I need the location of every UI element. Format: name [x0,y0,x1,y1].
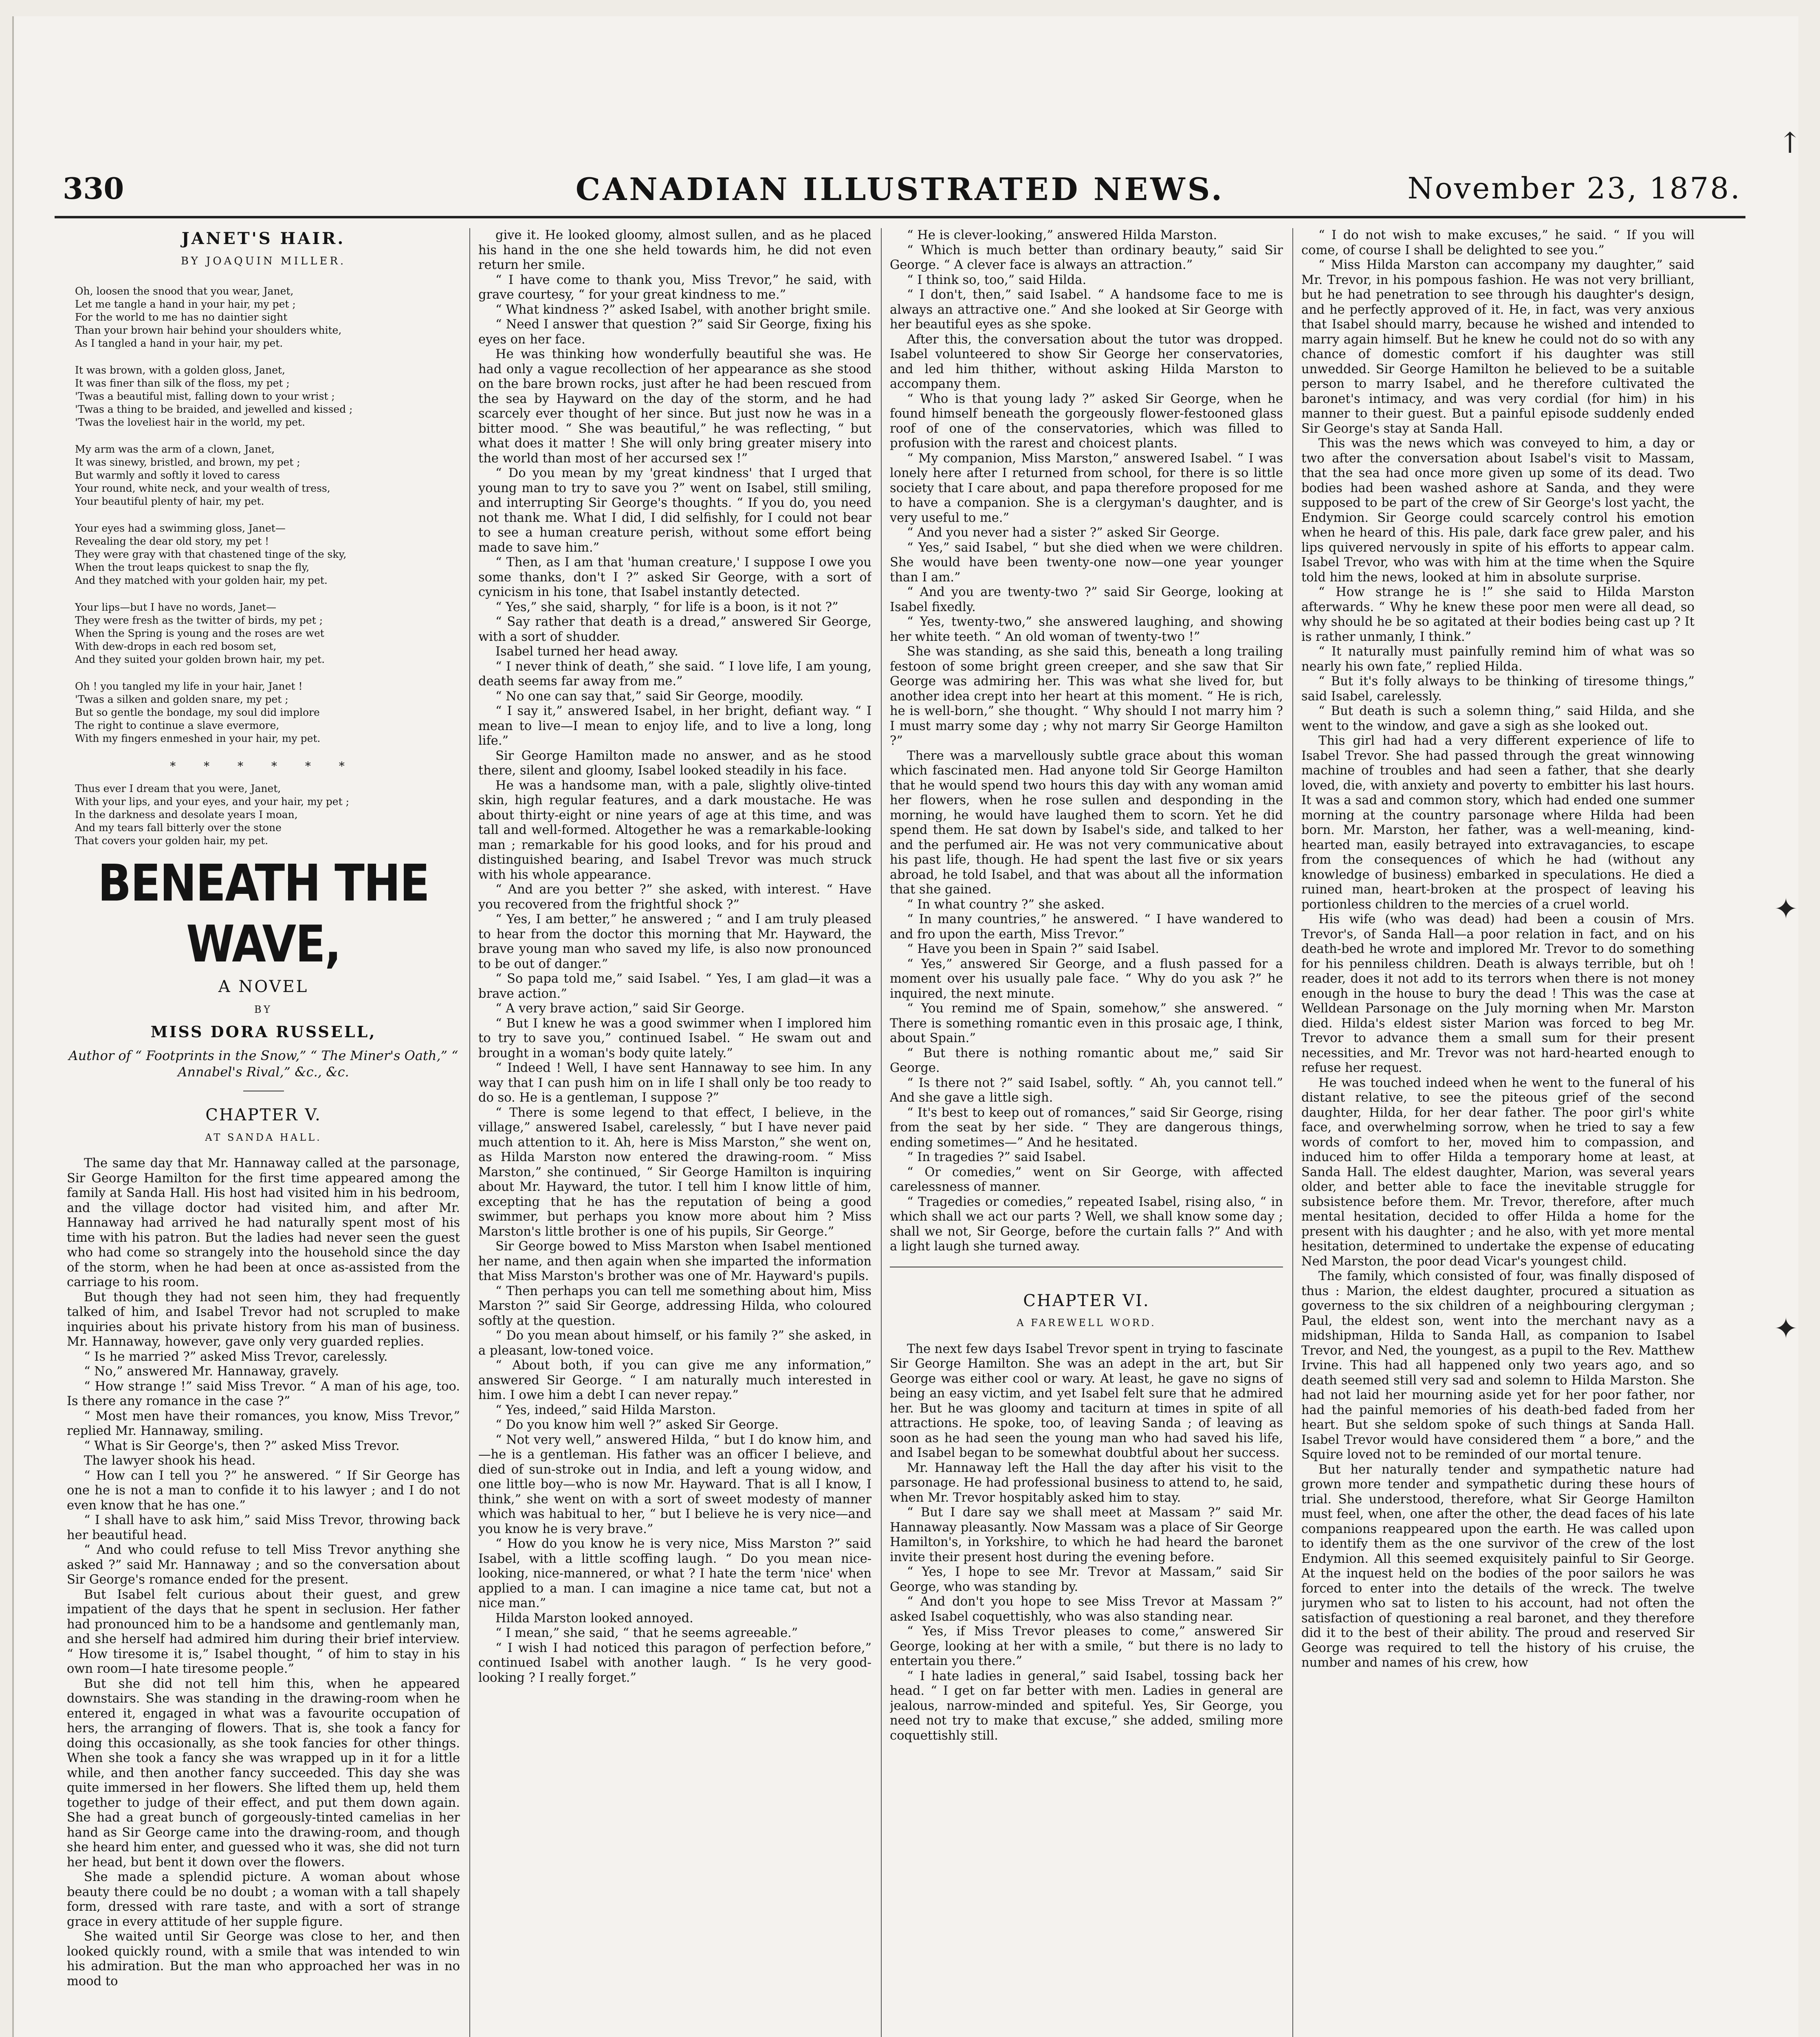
paragraph: “ Yes, indeed,” said Hilda Marston. [495,1403,716,1417]
column-4 [1301,228,1695,2037]
paragraph: “ In what country ?” she asked. [907,897,1105,912]
paragraph: “ No one can say that,” said Sir George, moodily. [495,689,804,704]
paragraph: “ Not very well,” answered Hilda, “ but I do know him, and—he is a gentleman. His father was an officer I believe, and died of sun-stroke out in India, and left a young widow, and one little boy—who is now Mr. Hayward. That is all I know, I think,” she went on with a sort of sweet modesty of manner which was habitual to her, “ but I believe he is very nice—and you know he is very brave.” [478,1432,871,1536]
chapter-subtitle: AT SANDA HALL. [205,1131,322,1143]
poem-stanza [75,680,460,745]
paragraph: “ I have come to thank you, Miss Trevor,” he said, with grave courtesy, “ for your great kindness to me.” [478,273,871,302]
paragraph: “ You remind me of Spain, somehow,” she answered. “ There is something romantic even in this prosaic age, I think, about Spain.” [890,1001,1283,1045]
column-rule [469,228,470,2037]
paragraph: “ Yes,” she said, sharply, “ for life is a boon, is it not ?” [495,600,838,614]
paragraph: “ Need I answer that question ?” said Sir George, fixing his eyes on her face. [478,317,871,347]
poem-line: 'Twas the loveliest hair in the world, my pet. [75,416,305,428]
column-1-text [67,1156,460,1989]
masthead: CANADIAN ILLUSTRATED NEWS. [575,171,1225,207]
paragraph: “ And you are twenty-two ?” said Sir George, looking at Isabel fixedly. [890,585,1283,614]
column-3 [890,228,1283,2037]
page-header [55,171,1745,218]
paragraph: “ Do you know him well ?” asked Sir George. [495,1418,779,1432]
poem-line: Thus ever I dream that you were, Janet, [75,782,281,794]
paragraph: give it. He looked gloomy, almost sullen, and as he placed his hand in the one she held towards him, he did not even return her smile. [478,228,871,272]
novel-works: Author of “ Footprints in the Snow,” “ The Miner's Oath,” “ Annabel's Rival,” &c., &c. [68,1048,458,1080]
paragraph: The family, which consisted of four, was finally disposed of thus : Marion, the eldest daughter, procured a situation as governess to the six children of a neighbouring clergyman ; Paul, the eldest son, went into the merchant navy as a midshipman, Hilda to Sanda Hall, as companion to Isabel Trevor, and Ned, the youngest, as a pupil to the Rev. Matthew Irvine. This had all happened only two years ago, and so death seemed still very sad and solemn to Hilda Marston. She had not laid her mourning aside yet for her poor father, nor had the painful memories of his death-bed faded from her heart. But she seldom spoke of such things at Sanda Hall. Isabel Trevor would have considered them “ a bore,” and the Squire loved not to be reminded of our mortal tenure. [1301,1269,1695,1462]
poem-line: When the Spring is young and the roses are wet [75,627,324,639]
paragraph: He was thinking how wonderfully beautiful she was. He had only a vague recollection of her appearance as she stood on the bare brown rocks, just after he had been rescued from the sea by Hayward on the day of the storm, and he had scarcely ever thought of her since. But just now he was in a bitter mood. “ She was beautiful,” he was reflecting, “ but what does it matter ! She will only bring greater misery into the world than most of her accursed sex !” [478,347,871,466]
paragraph: She waited until Sir George was close to her, and then looked quickly round, with a smile that was intended to win his admiration. But the man who approached her was in no mood to [67,1929,460,1989]
paragraph: “ He is clever-looking,” answered Hilda Marston. [907,228,1217,242]
poem-line: As I tangled a hand in your hair, my pet. [75,337,283,349]
poem-stanza [75,443,460,508]
poem-line: But warmly and softly it loved to caress [75,469,280,481]
paragraph: “ I do not wish to make excuses,” he said. “ If you will come, of course I shall be delighted to see you.” [1301,228,1695,257]
paragraph: “ About both, if you can give me any information,” answered Sir George. “ I am naturally much interested in him. I owe him a debt I can never repay.” [478,1358,871,1402]
chapter-6-heading [890,1267,1283,1331]
novel-by: BY [254,1004,273,1015]
paragraph: “ I don't, then,” said Isabel. “ A handsome face to me is always an attractive one.” And she looked at Sir George with her beautiful eyes as she spoke. [890,288,1283,332]
paragraph: “ Which is much better than ordinary beauty,” said Sir George. “ A clever face is always an attraction.” [890,243,1283,272]
paragraph: “ How strange !” said Miss Trevor. “ A man of his age, too. Is there any romance in the case ?” [67,1379,460,1408]
chapter-title: CHAPTER V. [205,1106,321,1124]
poem-byline: BY JOAQUIN MILLER. [180,255,346,267]
poem-line: Revealing the dear old story, my pet ! [75,535,269,547]
column-2-text [478,228,871,1685]
issue-date: November 23, 1878. [1407,171,1741,205]
paragraph: “ Yes, if Miss Trevor pleases to come,” answered Sir George, looking at her with a smile, “ but there is no lady to entertain you there.” [890,1624,1283,1668]
paragraph: His wife (who was dead) had been a cousin of Mrs. Trevor's, of Sanda Hall—a poor relation in fact, and on his death-bed he wrote and implored Mr. Trevor to do something for his penniless children. Death is always terrible, but oh ! reader, does it not add to its terrors when there is not money enough in the house to bury the dead ! This was the case at Welldean Parsonage on the July morning when Mr. Marston died. Hilda's eldest sister Marion was forced to beg Mr. Trevor to advance them a small sum for their present necessities, and Mr. Trevor was not hard-hearted enough to refuse her request. [1301,912,1695,1075]
paragraph: She made a splendid picture. A woman about whose beauty there could be no doubt ; a woman with a tall shapely form, dressed with rare taste, and with a sort of strange grace in every attitude of her supple figure. [67,1870,460,1929]
paragraph: “ How strange he is !” she said to Hilda Marston afterwards. “ Why he knew these poor men were all dead, so why should he be so agitated at their bodies being cast up ? It is rather unmanly, I think.” [1301,585,1695,644]
margin-mark-icon: ✦ [1774,1312,1798,1345]
paragraph: Mr. Hannaway left the Hall the day after his visit to the parsonage. He had professional business to attend to, he said, when Mr. Trevor hospitably asked him to stay. [890,1461,1283,1505]
paragraph: But though they had not seen him, they had frequently talked of him, and Isabel Trevor had not scrupled to make inquiries about his private history from his man of business. Mr. Hannaway, however, gave only very guarded replies. [67,1290,460,1349]
paragraph: This was the news which was conveyed to him, a day or two after the conversation about Isabel's visit to Massam, that the sea had once more given up some of its dead. Two bodies had been washed ashore at Sanda, and they were supposed to be part of the crew of Sir George's lost yacht, the Endymion. Sir George could scarcely control his emotion when he heard of this. His pale, dark face grew paler, and his lips quivered nervously in spite of his efforts to appear calm. Isabel Trevor, who was with him at the time when the Squire told him the news, looked at him in absolute surprise. [1301,436,1695,585]
paragraph: But Isabel felt curious about their guest, and grew impatient of the days that he spent in seclusion. Her father had pronounced him to be a handsome and gentlemanly man, and she herself had admired him during their brief interview. “ How tiresome it is,” Isabel thought, “ of him to stay in his own room—I hate tiresome people.” [67,1587,460,1676]
paragraph: “ So papa told me,” said Isabel. “ Yes, I am glad—it was a brave action.” [478,972,871,1001]
paragraph: “ No,” answered Mr. Hannaway, gravely. [84,1364,339,1379]
paragraph: There was a marvellously subtle grace about this woman which fascinated men. Had anyone told Sir George Hamilton that he would spend two hours this day with any woman amid her flowers, when he rose sullen and desponding in the morning, he would have laughed them to scorn. Yet he did spend them. He sat down by Isabel's side, and talked to her and the perfumed air. He was not very communicative about his past life, though. He had spent the last five or six years abroad, he told Isabel, and that was about all the information that she gained. [890,748,1283,897]
paragraph: After this, the conversation about the tutor was dropped. Isabel volunteered to show Sir George her conservatories, and led him thither, without asking Hilda Marston to accompany them. [890,332,1283,391]
chapter-subtitle: A FAREWELL WORD. [1017,1317,1156,1329]
paragraph: “ Yes,” answered Sir George, and a flush passed for a moment over his usually pale face. “ Why do you ask ?” he inquired, the next minute. [890,957,1283,1001]
paragraph: “ In many countries,” he answered. “ I have wandered to and fro upon the earth, Miss Trevor.” [890,912,1283,942]
poem-line: Let me tangle a hand in your hair, my pet ; [75,298,296,310]
column-3-text-continued [890,1342,1283,1744]
paragraph: “ Tragedies or comedies,” repeated Isabel, rising also, “ in which shall we act our parts ? Well, we shall know some day ; shall we not, Sir George, before the curtain falls ?” And with a light laugh she turned away. [890,1194,1283,1254]
paragraph: “ I hate ladies in general,” said Isabel, tossing back her head. “ I get on far better with men. Ladies in general are jealous, narrow-minded and spiteful. Yes, Sir George, you need not try to make that excuse,” she added, smiling more coquettishly still. [890,1669,1283,1743]
paragraph: “ Yes, I hope to see Mr. Trevor at Massam,” said Sir George, who was standing by. [890,1565,1283,1594]
paragraph: Sir George bowed to Miss Marston when Isabel mentioned her name, and then again when she imparted the information that Miss Marston's brother was one of Mr. Hayward's pupils. [478,1239,871,1283]
paragraph: “ Is there not ?” said Isabel, softly. “ Ah, you cannot tell.” And she gave a little sigh. [890,1076,1283,1105]
paragraph: “ My companion, Miss Marston,” answered Isabel. “ I was lonely here after I returned from school, for there is so little society that I care about, and papa therefore proposed for me to have a companion. She is a clergyman's daughter, and is very useful to me.” [890,451,1283,525]
poem-body [67,285,460,745]
paragraph: “ Then perhaps you can tell me something about him, Miss Marston ?” said Sir George, addressing Hilda, who coloured softly at the question. [478,1284,871,1328]
poem-line: 'Twas a thing to be braided, and jewelled and kissed ; [75,403,353,415]
poem-stanza [75,364,460,429]
paragraph: But her naturally tender and sympathetic nature had grown more tender and sympathetic during these hours of trial. She understood, therefore, what Sir George Hamilton must feel, when, one after the other, the dead faces of his late companions reappeared upon the earth. He was called upon to identify them as the one survivor of the crew of the lost Endymion. All this seemed exquisitely painful to Sir George. At the inquest held on the bodies of the poor sailors he was forced to enter into the details of the wreck. The twelve jurymen who sat to listen to his account, had not often the satisfaction of questioning a real baronet, and they therefore did it to the best of their ability. The proud and reserved Sir George was required to tell the history of his cruise, the number and names of his crew, how [1301,1462,1695,1670]
poem-line: The right to continue a slave evermore, [75,719,279,731]
poem-line: But so gentle the bondage, my soul did implore [75,706,320,718]
poem-line: Your beautiful plenty of hair, my pet. [75,495,264,507]
paragraph: “ I never think of death,” she said. “ I love life, I am young, death seems far away from me.” [478,659,871,689]
margin-mark-icon: ✦ [1774,892,1798,926]
paragraph: The next few days Isabel Trevor spent in trying to fascinate Sir George Hamilton. She was an adept in the art, but Sir George was either cool or wary. At least, he gave no signs of being an easy victim, and yet Isabel felt sure that he admired her. But he was gloomy and taciturn at times in spite of all attractions. He spoke, too, of leaving Sanda ; of leaving as soon as he had seen the young man who had saved his life, and Isabel began to be somewhat doubtful about her success. [890,1342,1283,1460]
column-1 [67,228,460,2037]
poem-line: Oh, loosen the snood that you wear, Janet, [75,285,294,297]
poem-line: For the world to me has no daintier sight [75,311,288,323]
column-rule [881,228,882,2037]
chapter-title: CHAPTER VI. [1023,1291,1150,1310]
paragraph: “ Say rather that death is a dread,” answered Sir George, with a sort of shudder. [478,615,871,644]
novel-subtitle: A NOVEL [218,977,309,996]
column-4-text [1301,228,1695,1671]
poem-line: In the darkness and desolate years I moan, [75,808,298,821]
page-number: 330 [63,171,124,206]
paragraph: “ How do you know he is very nice, Miss Marston ?” said Isabel, with a little scoffing laugh. “ Do you mean nice-looking, nice-mannered, or what ? I hate the term 'nice' when applied to a man. I can imagine a nice tame cat, but not a nice man.” [478,1537,871,1610]
poem-line: When the trout leaps quickest to snap the fly, [75,561,310,573]
poem-stanza [75,522,460,587]
paragraph: “ And are you better ?” she asked, with interest. “ Have you recovered from the frightful shock ?” [478,882,871,912]
paragraph: She was standing, as she said this, beneath a long trailing festoon of some bright green creeper, and she saw that Sir George was admiring her. This was what she lived for, but another idea crept into her heart at this moment. “ He is rich, he is well-born,” she thought. “ Why should I not marry him ? I must marry some day ; why not marry Sir George Hamilton ?” [890,645,1283,748]
poem-line: That covers your golden hair, my pet. [75,834,268,847]
paragraph: Isabel turned her head away. [495,645,678,659]
paragraph: “ Have you been in Spain ?” said Isabel. [907,942,1160,956]
poem-line: Your eyes had a swimming gloss, Janet— [75,522,286,534]
paragraph: “ Do you mean about himself, or his family ?” she asked, in a pleasant, low-toned voice. [478,1329,871,1358]
poem-line: They were gray with that chastened tinge of the sky, [75,548,347,560]
poem-line: And they suited your golden brown hair, my pet. [75,653,325,665]
paragraph: “ I wish I had noticed this paragon of perfection before,” continued Isabel with another laugh. “ Is he very good-looking ? I really forget.” [478,1641,871,1685]
poem-line: Than your brown hair behind your shoulders white, [75,324,342,336]
margin-mark-icon: ↑ [1778,126,1802,160]
paragraph: “ But I dare say we shall meet at Massam ?” said Mr. Hannaway pleasantly. Now Massam was a place of Sir George Hamilton's, in Yorkshire, to which he had heard the baronet invite their present host during the evening before. [890,1505,1283,1564]
paragraph: Hilda Marston looked annoyed. [495,1611,693,1626]
paragraph: The same day that Mr. Hannaway called at the parsonage, Sir George Hamilton for the first time appeared among the family at Sanda Hall. His host had visited him in his bedroom, and the village doctor had visited him, and after Mr. Hannaway had arrived he had naturally spent most of his time with his patron. But the ladies had never seen the guest who had come so strangely into the household since the day of the storm, when he had been at once as-assisted from the carriage to his room. [67,1156,460,1289]
poem-line: And they matched with your golden hair, my pet. [75,574,328,586]
poem-final-stanza [75,782,460,847]
column-3-text [890,228,1283,1254]
poem-line: My arm was the arm of a clown, Janet, [75,443,275,455]
poem-line: With my fingers enmeshed in your hair, my pet. [75,733,321,744]
stars-divider: * * * * * * [170,759,357,773]
paragraph: “ Then, as I am that 'human creature,' I suppose I owe you some thanks, don't I ?” asked Sir George, with a sort of cynicism in his tone, that Isabel instantly detected. [478,555,871,599]
paragraph: “ What kindness ?” asked Isabel, with another bright smile. [495,302,871,317]
paragraph: “ And don't you hope to see Miss Trevor at Massam ?” asked Isabel coquettishly, who was also standing near. [890,1595,1283,1624]
poem-stanza [75,601,460,666]
paragraph: “ Yes,” said Isabel, “ but she died when we were children. She would have been twenty-one now—one year younger than I am.” [890,540,1283,585]
column-rule [1292,228,1293,2037]
paragraph: “ Yes, twenty-two,” she answered laughing, and showing her white teeth. “ An old woman of twenty-two !” [890,615,1283,644]
column-2 [478,228,871,2037]
paragraph: “ But it's folly always to be thinking of tiresome things,” said Isabel, carelessly. [1301,674,1695,704]
paragraph: “ I think so, too,” said Hilda. [907,273,1087,287]
paragraph: Sir George Hamilton made no answer, and as he stood there, silent and gloomy, Isabel looked steadily in his face. [478,748,871,778]
paragraph: “ Who is that young lady ?” asked Sir George, when he found himself beneath the gorgeously flower-festooned glass roof of one of the conservatories, which was filled to profusion with the rarest and choicest plants. [890,392,1283,451]
paragraph: “ And who could refuse to tell Miss Trevor anything she asked ?” said Mr. Hannaway ; and so the conversation about Sir George's romance ended for the present. [67,1543,460,1587]
paragraph: The lawyer shook his head. [84,1454,256,1468]
paragraph: “ I mean,” she said, “ that he seems agreeable.” [495,1626,798,1640]
paragraph: “ It naturally must painfully remind him of what was so nearly his own fate,” replied Hilda. [1301,645,1695,674]
paragraph: “ Is he married ?” asked Miss Trevor, carelessly. [84,1349,388,1364]
poem-line: Your round, white neck, and your wealth of tress, [75,482,330,494]
paragraph: “ A very brave action,” said Sir George. [495,1001,745,1016]
paragraph: He was a handsome man, with a pale, slightly olive-tinted skin, high regular features, and a dark moustache. He was about thirty-eight or nine years of age at this time, and was tall and well-formed. Altogether he was a remarkable-looking man ; remarkable for his good looks, and for his proud and distinguished bearing, and Isabel Trevor was much struck with his whole appearance. [478,778,871,882]
novel-title: BENEATH THE WAVE, [98,854,429,974]
poem-title: JANET'S HAIR. [181,229,346,248]
paragraph: “ But there is nothing romantic about me,” said Sir George. [890,1046,1283,1075]
poem-line: It was brown, with a golden gloss, Janet, [75,364,286,376]
poem-line: Oh ! you tangled my life in your hair, Janet ! [75,680,303,692]
poem-line: And my tears fall bitterly over the stone [75,821,282,834]
poem-line: They were fresh as the twitter of birds, my pet ; [75,614,323,626]
paragraph: “ It's best to keep out of romances,” said Sir George, rising from the seat by her side. “ They are dangerous things, ending sometimes—” And he hesitated. [890,1105,1283,1150]
poem-line: Your lips—but I have no words, Janet— [75,601,277,613]
poem-line: It was finer than silk of the floss, my pet ; [75,377,290,389]
paragraph: “ Do you mean by my 'great kindness' that I urged that young man to try to save you ?” went on Isabel, still smiling, and interrupting Sir George's thoughts. “ If you do, you need not thank me. What I did, I did selfishly, for I could not bear to see a human creature perish, without some effort being made to save him.” [478,466,871,555]
paragraph: “ In tragedies ?” said Isabel. [907,1150,1086,1164]
paragraph: But she did not tell him this, when he appeared downstairs. She was standing in the drawing-room when he entered it, engaged in what was a favourite occupation of hers, the arranging of flowers. That is, she took a fancy for doing this occasionally, as she took fancies for other things. When she took a fancy she was wrapped up in it for a little while, and then another fancy succeeded. This day she was quite immersed in her flowers. She lifted them up, held them together to judge of their effect, and put them down again. She had a great bunch of gorgeously-tinted camelias in her hand as Sir George came into the drawing-room, and though she heard him enter, and guessed who it was, she did not turn her head, but bent it down over the flowers. [67,1676,460,1870]
poem-line: 'Twas a silken and golden snare, my pet ; [75,693,288,705]
poem-line: With your lips, and your eyes, and your hair, my pet ; [75,795,350,807]
paragraph: “ Most men have their romances, you know, Miss Trevor,” replied Mr. Hannaway, smiling. [67,1409,460,1438]
paragraph: “ But death is such a solemn thing,” said Hilda, and she went to the window, and gave a sigh as she looked out. [1301,704,1695,733]
paragraph: “ Indeed ! Well, I have sent Hannaway to see him. In any way that I can push him on in life I shall only be too ready to do so. He is a gentleman, I suppose ?” [478,1061,871,1105]
paragraph: “ How can I tell you ?” he answered. “ If Sir George has one he is not a man to confide it to his lawyer ; and I do not even know that he has one.” [67,1468,460,1513]
paragraph: “ But I knew he was a good swimmer when I implored him to try to save you,” continued Isabel. “ He swam out and brought in a woman's body quite lately.” [478,1016,871,1060]
poem-stanza [75,285,460,350]
poem-line: It was sinewy, bristled, and brown, my pet ; [75,456,300,468]
paragraph: “ Yes, I am better,” he answered ; “ and I am truly pleased to hear from the doctor this morning that Mr. Hayward, the brave young man who saved my life, is also now pronounced to be out of danger.” [478,912,871,971]
paragraph: “ I shall have to ask him,” said Miss Trevor, throwing back her beautiful head. [67,1513,460,1542]
paragraph: He was touched indeed when he went to the funeral of his distant relative, to see the piteous grief of the second daughter, Hilda, for her dear father. The poor girl's white face, and overwhelming sorrow, when he tried to say a few words of comfort to her, moved him to compassion, and induced him to offer Hilda a temporary home at least, at Sanda Hall. The eldest daughter, Marion, was several years older, and better able to face the inevitable struggle for subsistence before them. Mr. Trevor, therefore, after much mental hesitation, decided to offer Hilda a home for the present with his daughter ; and he also, with yet more mental hesitation, determined to undertake the expense of educating Ned Marston, the poor dead Vicar's youngest child. [1301,1076,1695,1269]
poem-line: 'Twas a beautiful mist, falling down to your wrist ; [75,390,335,402]
paragraph: “ I say it,” answered Isabel, in her bright, defiant way. “ I mean to live—I mean to enjoy life, and to live a long, long life.” [478,704,871,748]
paragraph: “ Or comedies,” went on Sir George, with affected carelessness of manner. [890,1165,1283,1194]
paragraph: “ Miss Hilda Marston can accompany my daughter,” said Mr. Trevor, in his pompous fashion. He was not very brilliant, but he had penetration to see through his daughter's design, and he perfectly approved of it. He, in fact, was very anxious that Isabel should marry, because he wished and intended to marry again himself. But he knew he could not do so with any chance of domestic comfort if his daughter was still unwedded. Sir George Hamilton he believed to be a suitable person to marry Isabel, and he therefore cultivated the baronet's intimacy, and was very cordial (for him) in his manner to their guest. But a painful episode suddenly ended Sir George's stay at Sanda Hall. [1301,258,1695,436]
paragraph: This girl had had a very different experience of life to Isabel Trevor. She had passed through the great winnowing machine of troubles and had seen a father, that she dearly loved, die, with anxiety and poverty to embitter his last hours. It was a sad and common story, which had ended one summer morning at the country parsonage where Hilda had been born. Mr. Marston, her father, was a well-meaning, kind-hearted man, easily betrayed into extravagancies, to escape from the consequences of which he had (without any knowledge of business) embarked in speculations. He died a ruined man, heart-broken at the prospect of leaving his portionless children to the mercies of a cruel world. [1301,734,1695,912]
novel-author: MISS DORA RUSSELL, [150,1022,376,1041]
paragraph: “ There is some legend to that effect, I believe, in the village,” answered Isabel, carelessly, “ but I have never paid much attention to it. Ah, here is Miss Marston,” she went on, as Hilda Marston now entered the drawing-room. “ Miss Marston,” she continued, “ Sir George Hamilton is inquiring about Mr. Hayward, the tutor. I tell him I know little of him, excepting that he has the reputation of being a good swimmer, but perhaps you know more about him ? Miss Marston's little brother is one of his pupils, Sir George.” [478,1105,871,1239]
paragraph: “ And you never had a sister ?” asked Sir George. [907,526,1220,540]
paragraph: “ What is Sir George's, then ?” asked Miss Trevor. [84,1439,400,1453]
newspaper-page [12,16,1802,2037]
poem-line: With dew-drops in each red bosom set, [75,640,277,652]
